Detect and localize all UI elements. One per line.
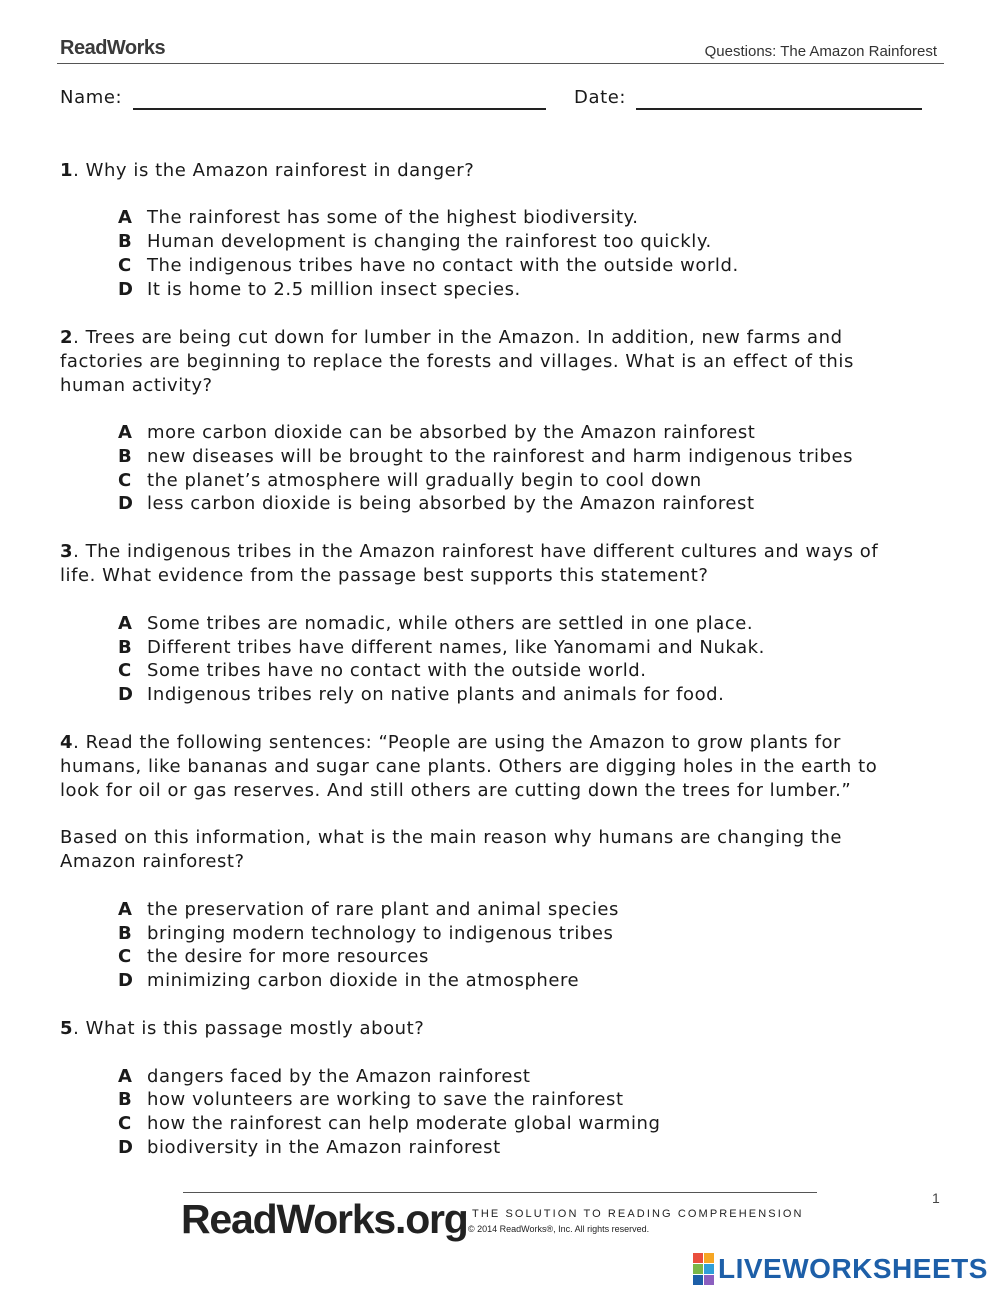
q1-option-c[interactable] <box>118 254 739 278</box>
option-text: less carbon dioxide is being absorbed by the Amazon rainforest <box>147 493 755 514</box>
name-field[interactable] <box>133 108 546 110</box>
question-stem-line: . Read the following sentences: “People are using the Amazon to grow plants for <box>73 732 842 753</box>
logo-square <box>693 1253 703 1263</box>
option-letter: A <box>118 899 133 920</box>
q1-option-b[interactable] <box>118 230 712 254</box>
option-text: Some tribes have no contact with the outside world. <box>147 660 647 681</box>
q2-option-d[interactable] <box>118 492 755 516</box>
option-text: more carbon dioxide can be absorbed by the Amazon rainforest <box>147 422 756 443</box>
q5-option-d[interactable] <box>118 1136 501 1160</box>
option-letter: B <box>118 923 133 944</box>
page-title: Questions: The Amazon Rainforest <box>704 43 937 60</box>
question-number: 1 <box>60 160 74 181</box>
q1-option-a[interactable] <box>118 206 639 230</box>
option-letter: A <box>118 613 133 634</box>
option-letter: A <box>118 422 133 443</box>
q3-option-c[interactable] <box>118 659 647 683</box>
option-text: Some tribes are nomadic, while others are settled in one place. <box>147 613 754 634</box>
q4-option-a[interactable] <box>118 898 619 922</box>
option-letter: D <box>118 684 134 705</box>
option-text: biodiversity in the Amazon rainforest <box>147 1137 501 1158</box>
option-letter: C <box>118 255 132 276</box>
question-stem-line: Based on this information, what is the main reason why humans are changing the <box>60 827 843 848</box>
logo-square <box>693 1264 703 1274</box>
option-text: how volunteers are working to save the rainforest <box>147 1089 624 1110</box>
logo-square <box>693 1275 703 1285</box>
option-letter: C <box>118 660 132 681</box>
option-text: The indigenous tribes have no contact with the outside world. <box>147 255 739 276</box>
question-number: 3 <box>60 541 74 562</box>
option-letter: C <box>118 1113 132 1134</box>
logo-square <box>704 1264 714 1274</box>
readworks-header-logo: ReadWorks <box>60 37 166 59</box>
option-text: new diseases will be brought to the rainforest and harm indigenous tribes <box>147 446 854 467</box>
question-stem-line: . Trees are being cut down for lumber in the Amazon. In addition, new farms and <box>73 327 843 348</box>
option-letter: B <box>118 446 133 467</box>
question-stem-line: . What is this passage mostly about? <box>73 1018 425 1039</box>
liveworksheets-watermark <box>693 1254 988 1284</box>
logo-square <box>704 1253 714 1263</box>
footer-divider <box>183 1192 817 1193</box>
q4-option-b[interactable] <box>118 922 613 946</box>
option-letter: B <box>118 231 133 252</box>
option-text: bringing modern technology to indigenous tribes <box>147 923 614 944</box>
q1-option-d[interactable] <box>118 278 521 302</box>
question-1 <box>60 159 474 183</box>
question-number: 2 <box>60 327 74 348</box>
option-letter: A <box>118 207 133 228</box>
q4-option-c[interactable] <box>118 945 429 969</box>
question-stem-line: factories are beginning to replace the forests and villages. What is an effect of this <box>60 351 854 372</box>
q5-option-b[interactable] <box>118 1088 624 1112</box>
option-text: the desire for more resources <box>147 946 429 967</box>
option-text: minimizing carbon dioxide in the atmosphere <box>147 970 580 991</box>
option-letter: B <box>118 637 133 658</box>
readworks-footer-logo: ReadWorks.org <box>181 1196 468 1242</box>
q3-option-d[interactable] <box>118 683 724 707</box>
q2-option-c[interactable] <box>118 469 702 493</box>
option-letter: A <box>118 1066 133 1087</box>
question-stem-line: look for oil or gas reserves. And still others are cutting down the trees for lumber.” <box>60 780 852 801</box>
option-text: Human development is changing the rainforest too quickly. <box>147 231 712 252</box>
option-text: the planet’s atmosphere will gradually begin to cool down <box>147 470 702 491</box>
q2-option-a[interactable] <box>118 421 755 445</box>
question-number: 5 <box>60 1018 74 1039</box>
question-stem-line: life. What evidence from the passage best supports this statement? <box>60 565 709 586</box>
question-4-followup <box>60 826 842 874</box>
option-text: It is home to 2.5 million insect species. <box>147 279 521 300</box>
option-letter: D <box>118 970 134 991</box>
option-letter: B <box>118 1089 133 1110</box>
question-3 <box>60 540 878 588</box>
footer-tagline: THE SOLUTION TO READING COMPREHENSION <box>472 1208 804 1220</box>
option-text: dangers faced by the Amazon rainforest <box>147 1066 531 1087</box>
question-4 <box>60 731 877 803</box>
date-field[interactable] <box>636 108 922 110</box>
q3-option-a[interactable] <box>118 612 753 636</box>
option-letter: D <box>118 279 134 300</box>
question-stem-line: . The indigenous tribes in the Amazon rainforest have different cultures and ways of <box>73 541 879 562</box>
question-5 <box>60 1017 424 1041</box>
question-stem-line: Amazon rainforest? <box>60 851 245 872</box>
option-letter: C <box>118 946 132 967</box>
q4-option-d[interactable] <box>118 969 579 993</box>
question-stem-line: human activity? <box>60 375 213 396</box>
option-text: how the rainforest can help moderate global warming <box>147 1113 661 1134</box>
question-stem-line: humans, like bananas and sugar cane plants. Others are digging holes in the earth to <box>60 756 878 777</box>
option-letter: C <box>118 470 132 491</box>
option-text: the preservation of rare plant and animal species <box>147 899 619 920</box>
question-2 <box>60 326 854 398</box>
liveworksheets-logo-icon <box>693 1253 714 1285</box>
liveworksheets-text: LIVEWORKSHEETS <box>718 1253 988 1284</box>
q2-option-b[interactable] <box>118 445 853 469</box>
page-number: 1 <box>932 1190 940 1206</box>
header-divider <box>57 63 944 64</box>
q5-option-c[interactable] <box>118 1112 660 1136</box>
logo-square <box>704 1275 714 1285</box>
option-text: Indigenous tribes rely on native plants and animals for food. <box>147 684 725 705</box>
date-label: Date: <box>574 87 627 108</box>
option-text: The rainforest has some of the highest biodiversity. <box>147 207 639 228</box>
question-number: 4 <box>60 732 74 753</box>
option-text: Different tribes have different names, like Yanomami and Nukak. <box>147 637 765 658</box>
option-letter: D <box>118 493 134 514</box>
q3-option-b[interactable] <box>118 636 765 660</box>
q5-option-a[interactable] <box>118 1065 530 1089</box>
question-stem-line: . Why is the Amazon rainforest in danger? <box>73 160 475 181</box>
name-label: Name: <box>60 87 123 108</box>
footer-copyright: © 2014 ReadWorks®, Inc. All rights reserved. <box>468 1224 650 1234</box>
option-letter: D <box>118 1137 134 1158</box>
